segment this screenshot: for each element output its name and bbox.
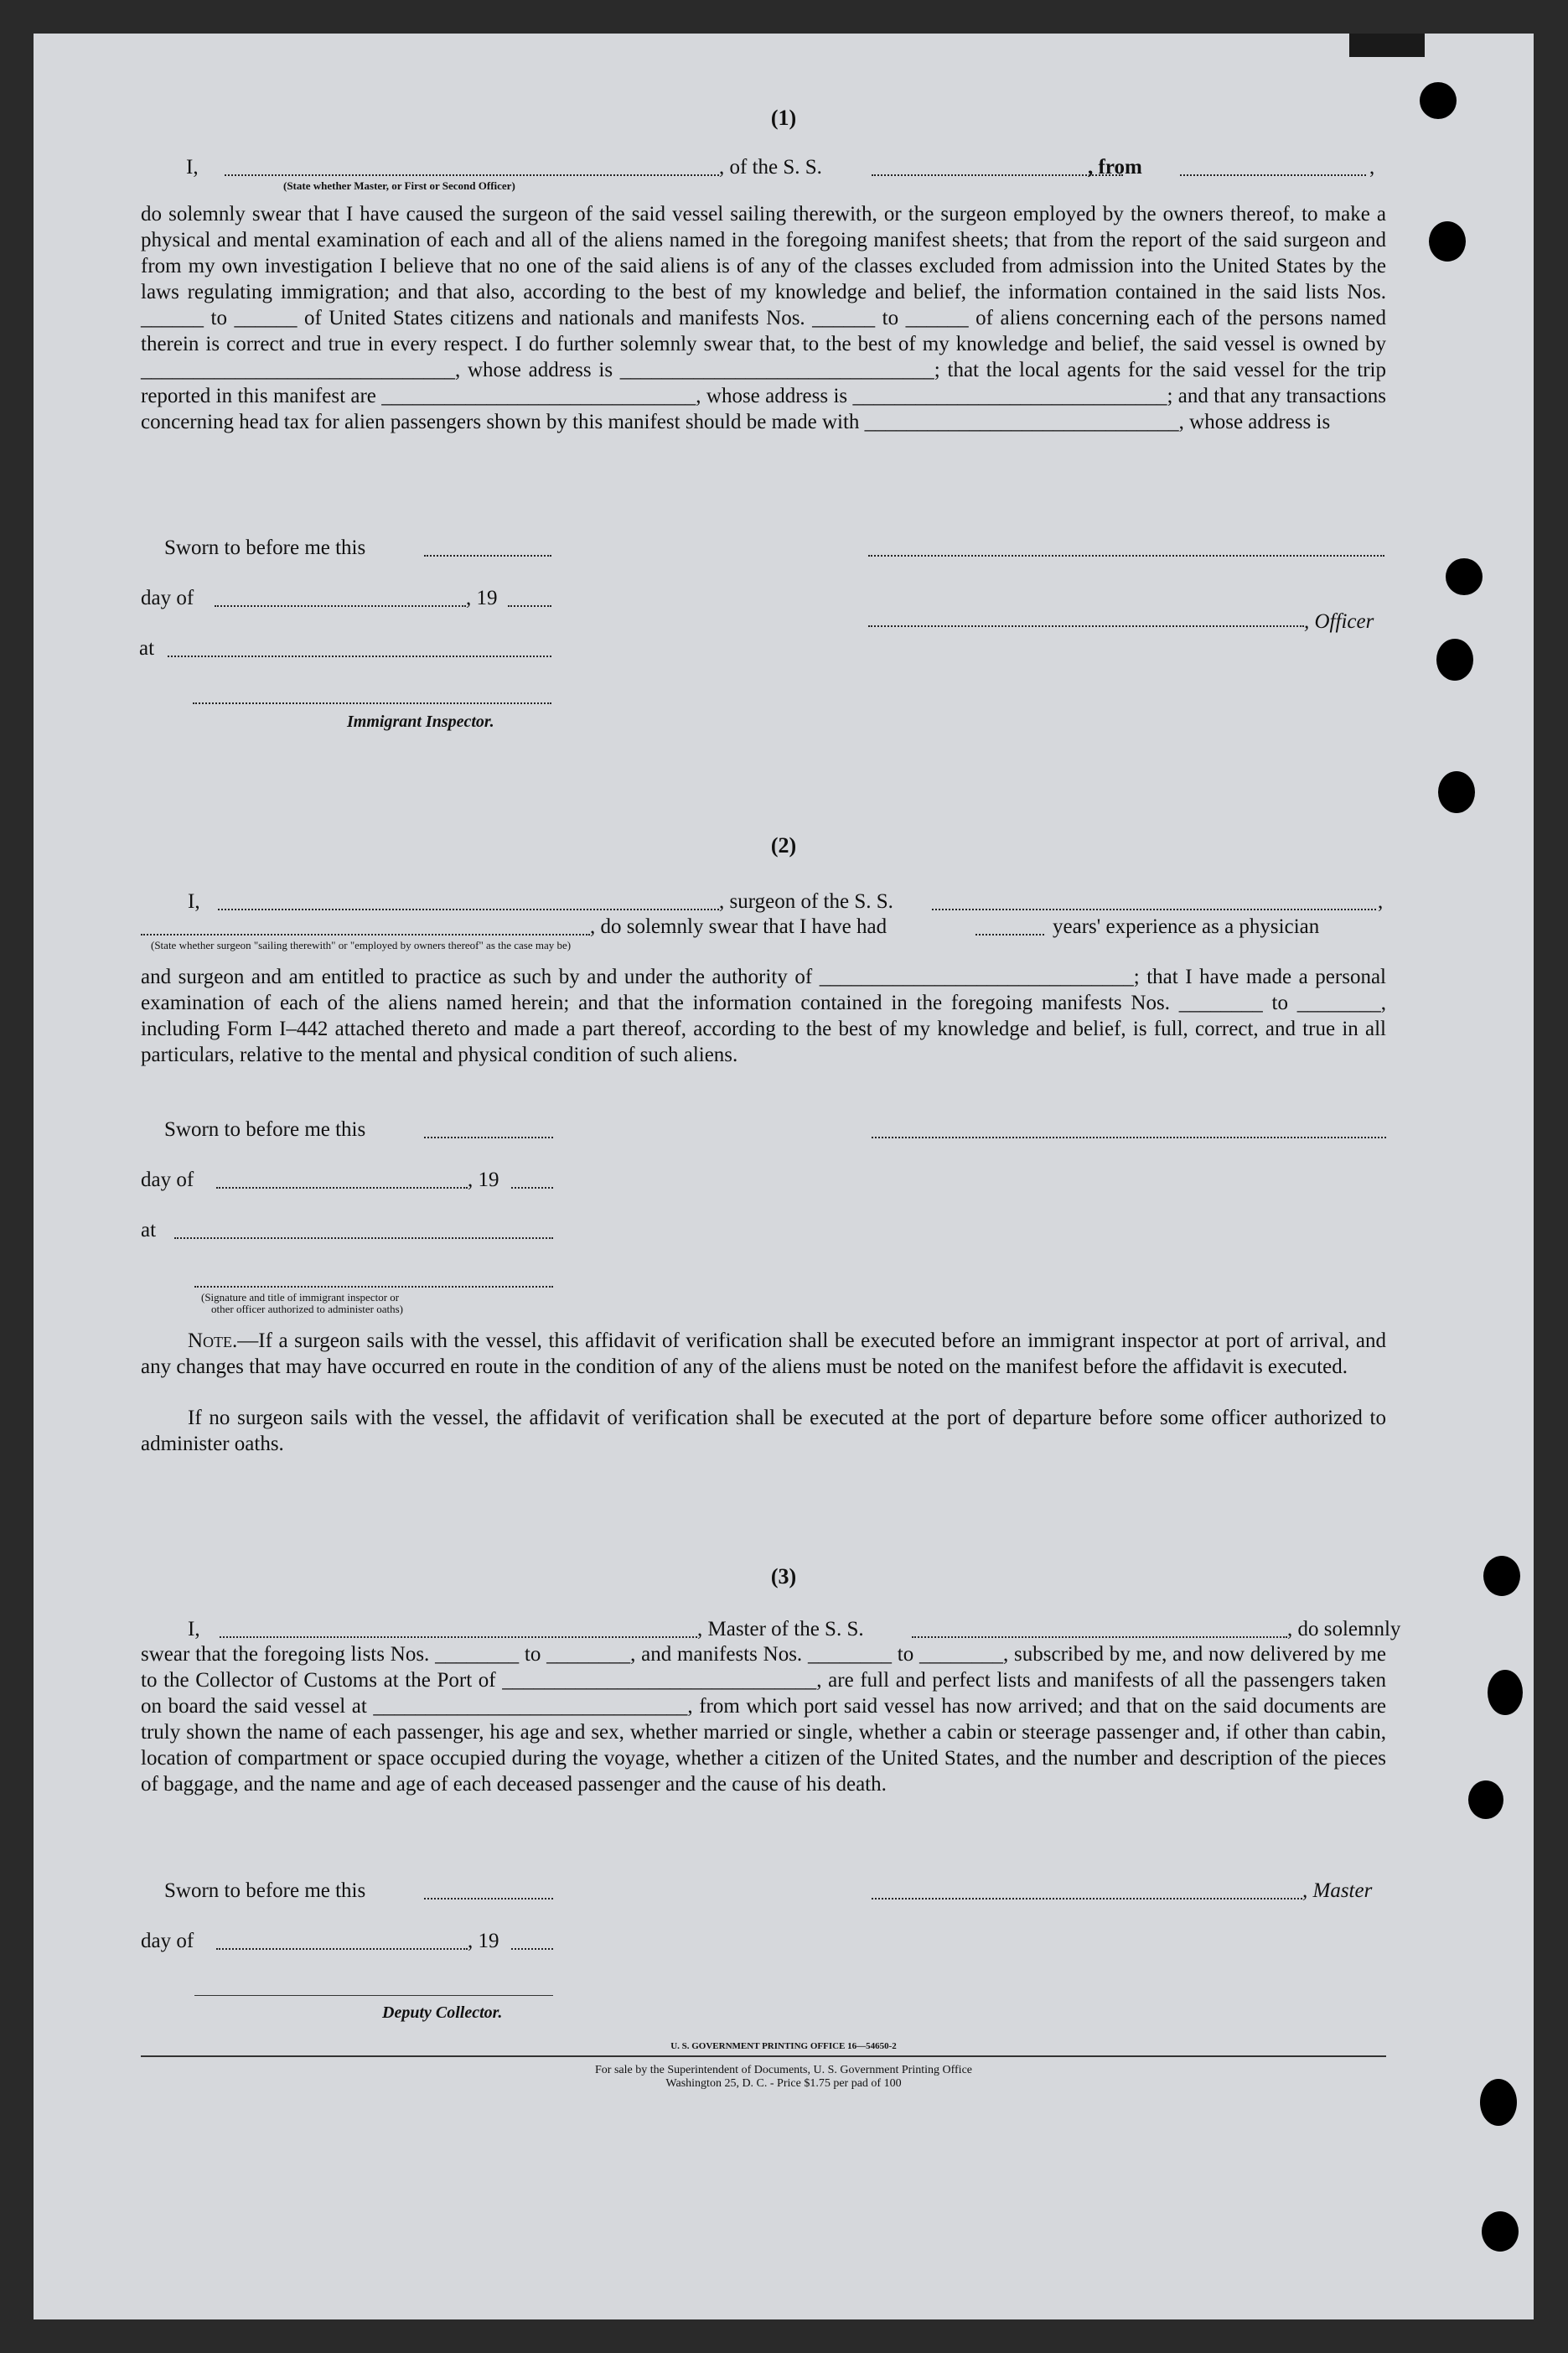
section-1-at: at <box>139 637 155 660</box>
vessel-name-field[interactable] <box>872 174 1123 176</box>
section-3-do-solemnly: , do solemnly <box>1287 1618 1401 1640</box>
section-2-at-field[interactable] <box>174 1237 553 1239</box>
section-3-body: swear that the foregoing lists Nos. ________ to ________, and manifests Nos. ________ to ________, subscribed by me, and now delivered by me to the Collector of Customs at the Port of ______________________________, are full and perfect lists and manifests of all the passengers taken on board the said vessel at ______________________________, from which port said vessel has now arrived; and that on the said documents are truly shown the name of each passenger, his age and sex, whether married or single, whether a cabin or steerage passenger and, if other than cabin, location of compartment or space occupied during the voyage, whether a citizen of the United States, and the number and description of the pieces of baggage, and the name and age of each deceased passenger and the cause of his death. <box>141 1643 1386 1796</box>
section-2-surgeon-signature-line[interactable] <box>872 1137 1386 1138</box>
section-3-master-label: , Master <box>1302 1879 1373 1902</box>
section-3-year-field[interactable] <box>511 1948 553 1950</box>
section-2-number: (2) <box>770 833 797 858</box>
gpo-imprint: U. S. GOVERNMENT PRINTING OFFICE 16—54650-2 <box>670 2041 897 2051</box>
officer-title-field[interactable] <box>225 174 719 176</box>
corner-mark <box>1349 34 1425 57</box>
section-1-comma: , <box>1369 156 1375 179</box>
section-2-note-2: If no surgeon sails with the vessel, the affidavit of verification shall be executed at the port of departure before some officer authorized to administer oaths. <box>141 1407 1386 1455</box>
section-2-at: at <box>141 1219 157 1241</box>
master-name-field[interactable] <box>220 1636 697 1638</box>
section-1-at-field[interactable] <box>168 656 551 657</box>
manifest-affidavit-page <box>34 34 1534 2319</box>
section-2-vessel-field[interactable] <box>932 909 1376 910</box>
note-text: —If a surgeon sails with the vessel, this affidavit of verification shall be executed before an immigrant inspector at port of arrival, and any changes that may have occurred en route in the condition of any of the aliens must be noted on the manifest before the affidavit is executed. <box>141 1329 1386 1378</box>
section-2-do-swear: , do solemnly swear that I have had <box>590 915 887 938</box>
punch-hole <box>1436 639 1473 681</box>
section-3-i: I, <box>188 1618 200 1640</box>
section-3-year: , 19 <box>468 1930 499 1952</box>
section-2-surgeon-of-ss: , surgeon of the S. S. <box>719 890 893 913</box>
signature-note-1: (Signature and title of immigrant inspector or <box>201 1291 400 1303</box>
surgeon-note: (State whether surgeon "sailing therewith" or "employed by owners thereof" as the case may be) <box>151 939 572 951</box>
section-3-day-of: day of <box>141 1930 194 1952</box>
section-3-sworn-field[interactable] <box>424 1898 553 1900</box>
punch-hole <box>1468 1780 1503 1819</box>
footer-divider <box>141 2055 1386 2057</box>
section-1-number: (1) <box>770 106 797 130</box>
bleed-through-text <box>235 151 241 174</box>
section-2-body: and surgeon and am entitled to practice as such by and under the authority of ______________________________; that I have made a personal examination of each of the aliens named herein; and that the information contained in the foregoing manifests Nos. ________ to ________, including Form I–442 attached thereto and made a part thereof, according to the best of my knowledge and belief, is full, correct, and true in all particulars, relative to the mental and physical condition of such aliens. <box>141 966 1386 1066</box>
from-port-field[interactable] <box>1180 174 1366 176</box>
punch-hole <box>1482 2211 1519 2252</box>
section-1-from: , from <box>1088 156 1142 179</box>
master-signature-field[interactable] <box>872 1898 1302 1900</box>
section-2-i: I, <box>188 890 200 913</box>
section-1-year-field[interactable] <box>508 605 551 607</box>
sale-notice-1: For sale by the Superintendent of Documents, U. S. Government Printing Office <box>595 2064 972 2076</box>
years-experience-field[interactable] <box>975 934 1044 935</box>
section-2-note <box>141 1328 1386 1380</box>
section-2-year: , 19 <box>468 1169 499 1191</box>
section-1-i: I, <box>186 156 199 179</box>
section-1-sworn: Sworn to before me this <box>164 536 366 559</box>
signature-note-2: other officer authorized to administer oaths) <box>211 1303 403 1315</box>
section-3-sworn: Sworn to before me this <box>164 1879 366 1902</box>
sale-notice-2: Washington 25, D. C. - Price $1.75 per pad of 100 <box>665 2077 902 2090</box>
punch-hole <box>1438 771 1475 813</box>
section-2-sworn: Sworn to before me this <box>164 1118 366 1141</box>
section-3-number: (3) <box>770 1564 797 1589</box>
section-1-body: do solemnly swear that I have caused the surgeon of the said vessel sailing therewith, or the surgeon employed by the owners thereof, to make a physical and mental examination of each and all of the aliens named in the foregoing manifest sheets; that from the report of the said surgeon and from my own investigation I believe that no one of the said aliens is of any of the classes excluded from admission into the United States by the laws regulating immigration; and that also, according to the best of my knowledge and belief, the information contained in the said lists Nos. ______ to ______ of United States citizens and nationals and manifests Nos. ______ to ______ of aliens concerning each of the persons named therein is correct and true in every respect. I do further solemnly swear that, to the best of my knowledge and belief, the said vessel is owned by ______________________________, whose address is ______________________________; that the local agents for the said vessel for the trip reported in this manifest are ______________________________, whose address is ______________________________; and that any transactions concerning head tax for alien passengers shown by this manifest should be made with ______________________________, whose address is <box>141 203 1386 433</box>
section-2-year-field[interactable] <box>511 1187 553 1189</box>
punch-hole <box>1446 558 1483 595</box>
section-1-officer-label: , Officer <box>1304 610 1374 633</box>
section-3-vessel-field[interactable] <box>912 1636 1287 1638</box>
section-2-sworn-field[interactable] <box>424 1137 553 1138</box>
section-1-day-of: day of <box>141 587 194 609</box>
section-1-day-field[interactable] <box>215 605 466 607</box>
punch-hole <box>1429 221 1466 262</box>
section-1-officer-signature-field[interactable] <box>868 625 1304 627</box>
section-3-master-of-ss: , Master of the S. S. <box>697 1618 864 1640</box>
surgeon-name-field[interactable] <box>218 909 719 910</box>
section-2-inspector-signature-line[interactable] <box>194 1286 553 1288</box>
section-1-officer-signature-line-top[interactable] <box>868 555 1384 557</box>
section-2-day-of: day of <box>141 1169 194 1191</box>
section-1-sworn-field[interactable] <box>424 555 551 557</box>
surgeon-status-field[interactable] <box>141 934 590 935</box>
section-2-years: years' experience as a physician <box>1053 915 1320 938</box>
section-1-inspector-signature-line[interactable] <box>193 702 551 704</box>
section-1-of-ss: , of the S. S. <box>719 156 822 179</box>
section-2-day-field[interactable] <box>216 1187 468 1189</box>
punch-hole <box>1488 1670 1523 1715</box>
officer-note: (State whether Master, or First or Second Officer) <box>283 179 515 192</box>
section-1-inspector-label: Immigrant Inspector. <box>347 713 494 731</box>
section-2-comma: , <box>1378 890 1384 913</box>
deputy-collector-signature-line[interactable] <box>194 1995 553 1996</box>
note-label: Note. <box>188 1329 238 1352</box>
section-1-year: , 19 <box>466 587 498 609</box>
section-3-day-field[interactable] <box>216 1948 468 1950</box>
deputy-collector-label: Deputy Collector. <box>382 2003 503 2022</box>
